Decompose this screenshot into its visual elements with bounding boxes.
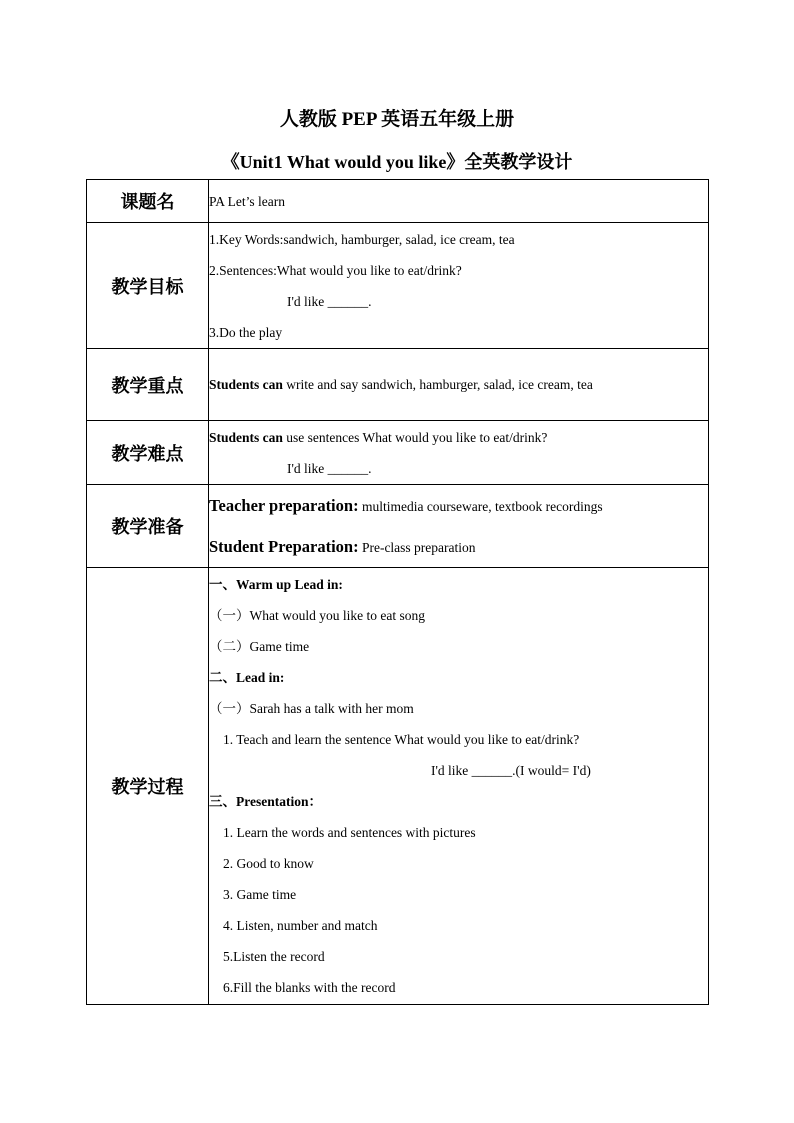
row-content-difficulty	[209, 421, 709, 485]
process-section-3-heading: 三、Presentation：	[209, 794, 322, 809]
row-label-topic: 课题名	[87, 180, 209, 223]
goals-line-1: 1.Key Words:sandwich, hamburger, salad, ice cream, tea	[209, 231, 515, 247]
goals-line-3: I'd like ______.	[287, 293, 372, 309]
student-preparation-label: Student Preparation:	[209, 537, 359, 556]
lesson-plan-table	[86, 179, 709, 1005]
goals-line-4: 3.Do the play	[209, 324, 283, 340]
row-label-difficulty: 教学难点	[87, 421, 209, 485]
table-row-difficulty	[87, 421, 709, 485]
table-row-preparation	[87, 485, 709, 568]
difficulty-line-1	[209, 422, 708, 453]
process-section-2-step-1b: I'd like ______.(I would= I'd)	[431, 763, 591, 778]
document-title: 人教版 PEP 英语五年级上册	[279, 109, 515, 130]
row-label-preparation: 教学准备	[87, 485, 209, 568]
document-subtitle: 《Unit1 What would you like》全英教学设计	[221, 152, 573, 172]
process-section-1-item-2: （二）Game time	[209, 639, 310, 654]
process-section-1-heading: 一、Warm up Lead in:	[209, 577, 343, 592]
row-label-process: 教学过程	[87, 568, 209, 1005]
student-preparation-text: Pre-class preparation	[358, 540, 476, 555]
focus-body: write and say sandwich, hamburger, salad, ice cream, tea	[282, 377, 593, 392]
teacher-preparation-label: Teacher preparation:	[209, 496, 359, 515]
process-section-3-step: 2. Good to know	[223, 856, 314, 871]
process-section-2-item-1: （一）Sarah has a talk with her mom	[209, 701, 414, 716]
teacher-preparation-text: multimedia courseware, textbook recordings	[358, 499, 603, 514]
row-label-focus: 教学重点	[87, 349, 209, 421]
topic-text: PA Let’s learn	[209, 193, 285, 209]
teacher-preparation	[209, 485, 708, 526]
process-section-3-step: 3. Game time	[223, 887, 297, 902]
row-content-process	[209, 568, 709, 1005]
process-section-2-heading: 二、Lead in:	[209, 670, 285, 685]
row-content-topic	[209, 180, 709, 223]
row-label-goals: 教学目标	[87, 223, 209, 349]
table-row-process	[87, 568, 709, 1005]
table-row-focus	[87, 349, 709, 421]
table-row-topic	[87, 180, 709, 223]
process-section-1-item-1: （一）What would you like to eat song	[209, 608, 425, 623]
difficulty-bold-lead: Students can	[209, 429, 283, 445]
table-row-goals	[87, 223, 709, 349]
difficulty-line-2: I'd like ______.	[287, 460, 372, 476]
row-content-goals	[209, 223, 709, 349]
row-content-focus	[209, 349, 709, 421]
process-section-3-step: 5.Listen the record	[223, 949, 325, 964]
student-preparation	[209, 526, 708, 567]
difficulty-body: use sentences What would you like to eat/drink?	[282, 429, 548, 445]
focus-bold-lead: Students can	[209, 377, 283, 392]
row-content-preparation	[209, 485, 709, 568]
process-section-3-step: 6.Fill the blanks with the record	[223, 980, 396, 995]
process-section-2-step-1: 1. Teach and learn the sentence What would you like to eat/drink?	[223, 732, 580, 747]
process-section-3-step: 4. Listen, number and match	[223, 918, 378, 933]
process-section-3-step: 1. Learn the words and sentences with pictures	[223, 825, 476, 840]
goals-line-2: 2.Sentences:What would you like to eat/drink?	[209, 262, 462, 278]
focus-text	[209, 369, 708, 400]
